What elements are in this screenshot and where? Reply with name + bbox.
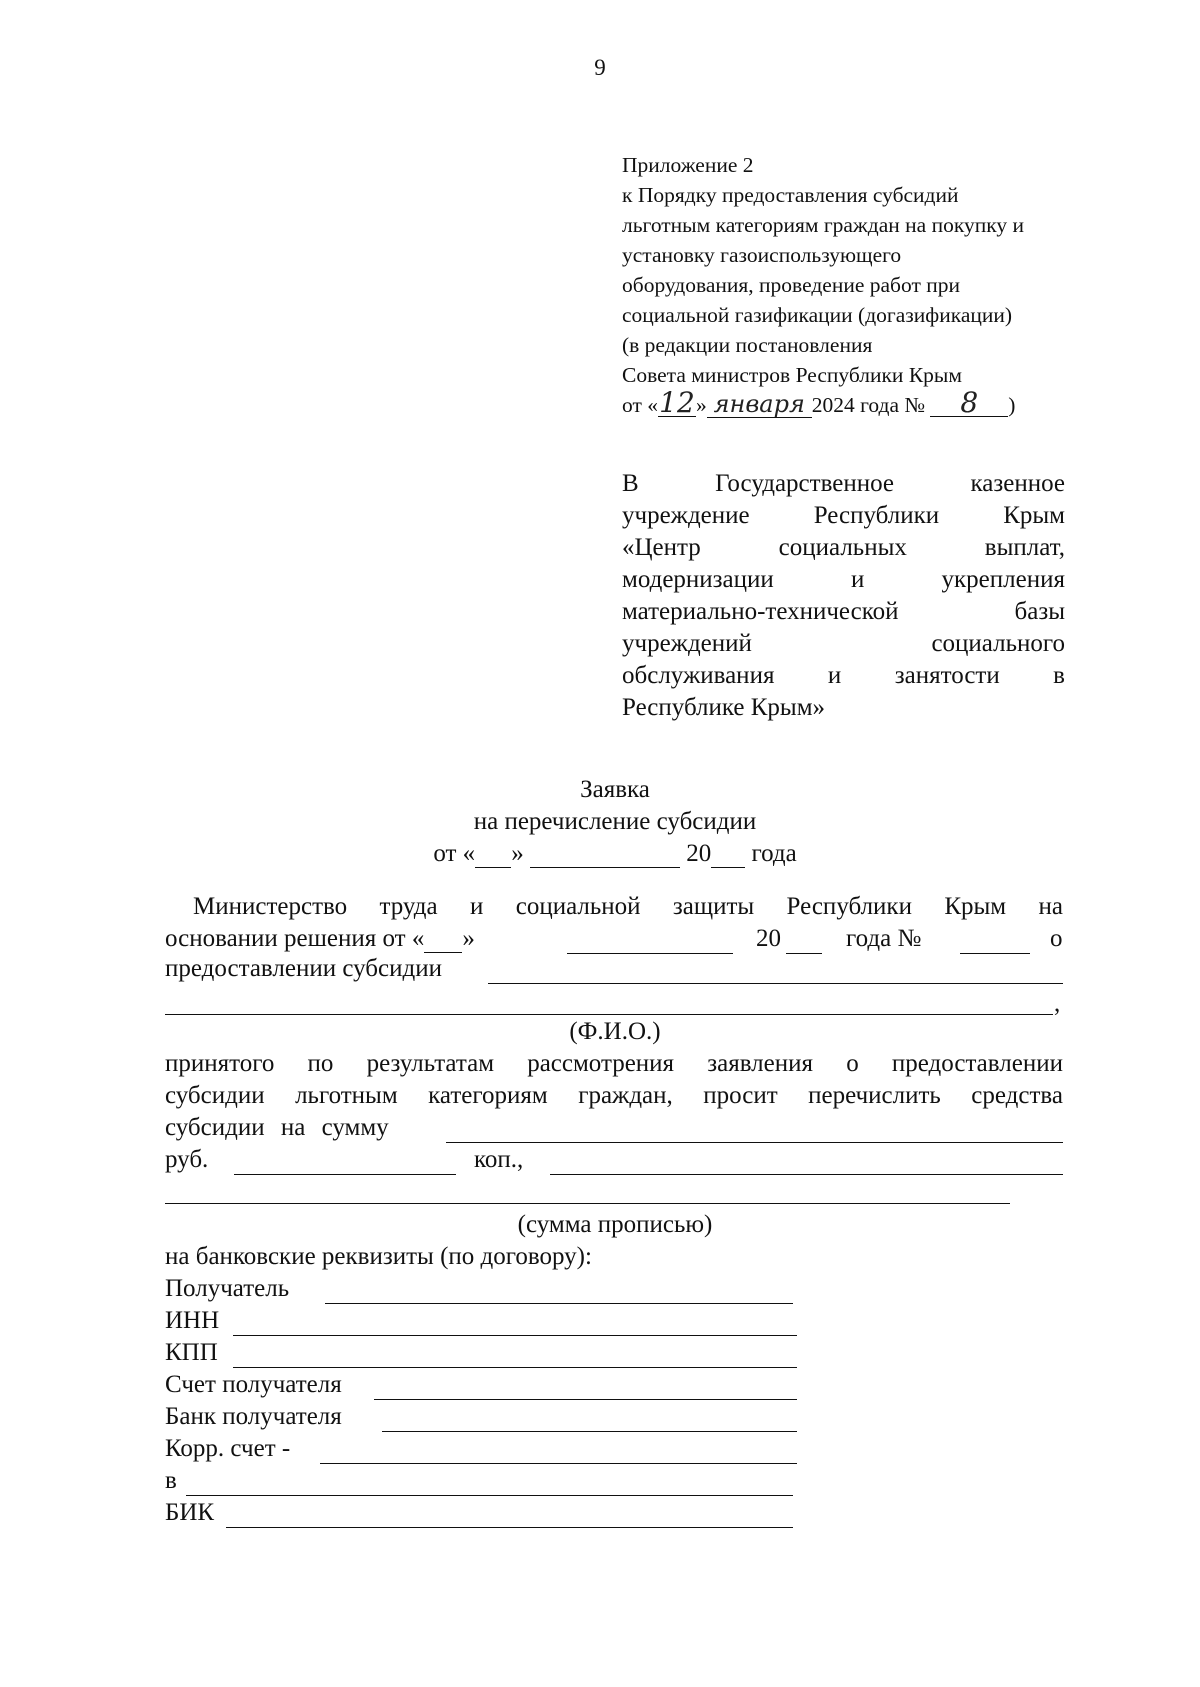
handwritten-number: 8 — [930, 390, 1008, 417]
bank-field-corr[interactable] — [320, 1463, 797, 1464]
appendix-block — [622, 150, 1077, 420]
body-line-1: Министерство труда и социальной защиты Республики Крым на — [193, 893, 1063, 920]
body-line-5: принятого по результатам рассмотрения заявления о предоставлении — [165, 1050, 1063, 1077]
handwritten-month: января — [707, 391, 812, 418]
rub-field[interactable] — [234, 1174, 456, 1175]
addressee-line: учреждение Республики Крым — [622, 502, 1065, 529]
appendix-line: Приложение 2 — [622, 153, 754, 177]
bank-label-account: Счет получателя — [165, 1371, 342, 1398]
form-subtitle: на перечисление субсидии — [473, 808, 757, 835]
appendix-line: к Порядку предоставления субсидий — [622, 183, 959, 207]
recipient-name-field[interactable] — [488, 983, 1063, 984]
bank-label-kpp: КПП — [165, 1339, 218, 1366]
recipient-name-field-2[interactable] — [165, 1014, 1053, 1015]
appendix-line: социальной газификации (догазификации) — [622, 303, 1013, 327]
bank-label-bank: Банк получателя — [165, 1403, 342, 1430]
decision-number-field[interactable] — [960, 953, 1030, 954]
appendix-date-line: от «12» января 2024 года № 8 ) — [622, 386, 1016, 419]
appendix-line: Совета министров Республики Крым — [622, 363, 962, 387]
appendix-line: (в редакции постановления — [622, 333, 873, 357]
bank-field-recipient[interactable] — [325, 1303, 793, 1304]
addressee-line: модернизации и укрепления — [622, 566, 1065, 593]
decision-month-field[interactable] — [567, 953, 733, 954]
bank-label-in: в — [165, 1467, 177, 1494]
addressee-line: обслуживания и занятости в — [622, 662, 1065, 689]
bank-field-bank[interactable] — [382, 1431, 797, 1432]
bank-field-in[interactable] — [186, 1495, 793, 1496]
bank-field-kpp[interactable] — [233, 1367, 797, 1368]
bank-label-corr: Корр. счет - — [165, 1435, 291, 1462]
bank-field-account[interactable] — [374, 1399, 797, 1400]
sum-field[interactable] — [446, 1142, 1063, 1143]
bank-label-bik: БИК — [165, 1499, 215, 1526]
body-line-2: основании решения от « » — [165, 925, 475, 952]
body-line-7: субсидии на сумму — [165, 1114, 389, 1141]
body-line-6: субсидии льготным категориям граждан, просит перечислить средства — [165, 1082, 1063, 1109]
addressee-line: Республике Крым» — [622, 694, 826, 721]
appendix-line: установку газоиспользующего — [622, 243, 902, 267]
addressee-line: В Государственное казенное — [622, 470, 1065, 497]
form-date-line: от « » 20 года — [433, 840, 797, 867]
appendix-line: льготным категориям граждан на покупку и — [622, 213, 1024, 237]
handwritten-day: 12 — [659, 386, 695, 419]
addressee-line: материально-технической базы — [622, 598, 1065, 625]
addressee-block — [622, 468, 1065, 724]
bank-label-inn: ИНН — [165, 1307, 220, 1334]
bank-field-inn[interactable] — [233, 1335, 797, 1336]
sum-words-field[interactable] — [165, 1203, 1010, 1204]
form-title: Заявка — [580, 776, 650, 803]
body-line-3: предоставлении субсидии — [165, 955, 442, 982]
bank-intro: на банковские реквизиты (по договору): — [165, 1243, 592, 1270]
page-number: 9 — [594, 55, 606, 80]
addressee-line: «Центр социальных выплат, — [622, 534, 1065, 561]
bank-field-bik[interactable] — [226, 1527, 793, 1528]
appendix-line: оборудования, проведение работ при — [622, 273, 960, 297]
kop-field[interactable] — [550, 1174, 1063, 1175]
bank-label-recipient: Получатель — [165, 1275, 290, 1302]
addressee-line: учреждений социального — [622, 630, 1065, 657]
fio-caption: (Ф.И.О.) — [569, 1018, 661, 1045]
sum-caption: (сумма прописью) — [517, 1211, 713, 1238]
decision-year-field[interactable] — [786, 953, 822, 954]
